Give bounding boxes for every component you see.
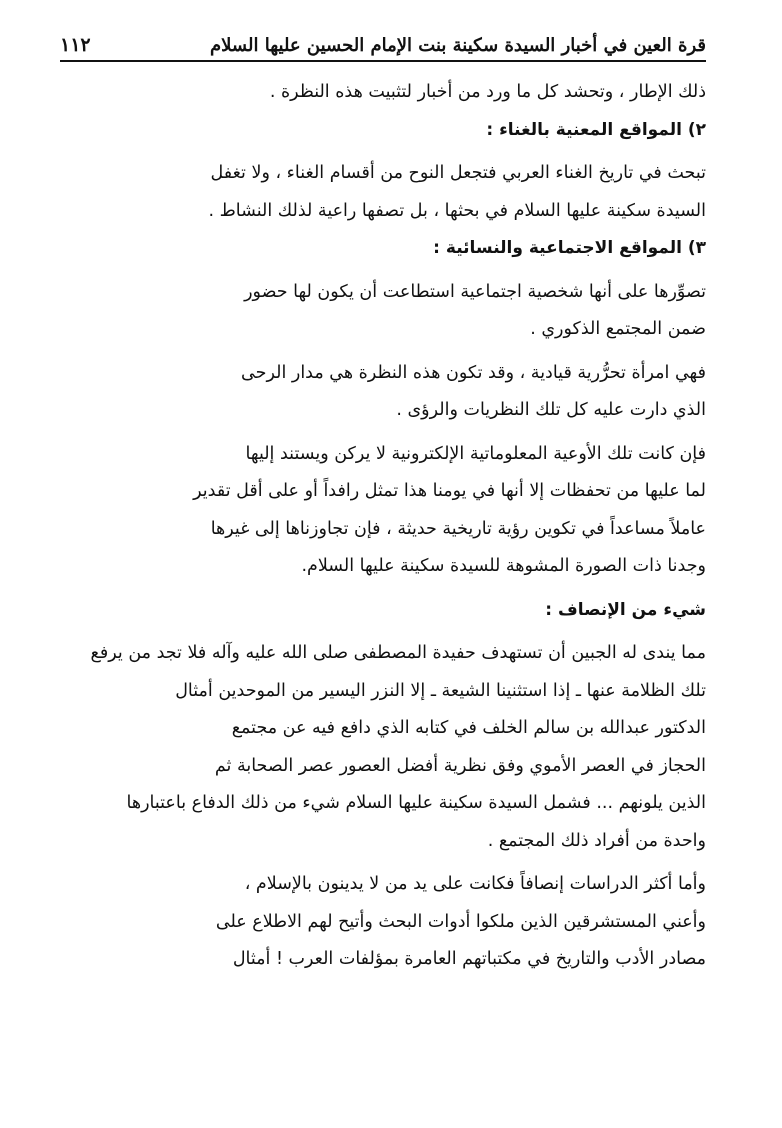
text-line: ضمن المجتمع الذكوري . <box>530 319 706 339</box>
text-line: مصادر الأدب والتاريخ في مكتباتهم العامرة بمؤلفات العرب ! أمثال <box>232 949 706 969</box>
paragraph-7 <box>60 866 706 979</box>
heading-fairness: شيء من الإنصاف : <box>545 599 706 620</box>
text-line: تلك الظلامة عنها ـ إذا استثنينا الشيعة ـ إلا النزر اليسير من الموحدين أمثال <box>175 680 706 701</box>
text-line: عاملاً مساعداً في تكوين رؤية تاريخية حديثة ، فإن تجاوزناها إلى غيرها <box>210 518 706 539</box>
text-line: مما يندى له الجبين أن تستهدف حفيدة المصطفى صلى الله عليه وآله فلا تجد من يرفع <box>90 643 706 663</box>
paragraph-1 <box>60 74 706 112</box>
paragraph-4 <box>60 355 706 430</box>
heading-social-sites: ٣) المواقع الاجتماعية والنسائية : <box>433 238 706 258</box>
text-line: واحدة من أفراد ذلك المجتمع . <box>487 830 706 851</box>
text-line: ذلك الإطار ، وتحشد كل ما ورد من أخبار لتثبيت هذه النظرة . <box>269 82 706 102</box>
text-line: الذين يلونهم ... فشمل السيدة سكينة عليها السلام شيء من ذلك الدفاع باعتبارها <box>126 793 706 813</box>
text-line: لما عليها من تحفظات إلا أنها في يومنا هذا تمثل رافداً أو على أقل تقدير <box>193 481 706 501</box>
text-line: السيدة سكينة عليها السلام في بحثها ، بل تصفها راعية لذلك النشاط . <box>208 200 706 221</box>
heading-singing-sites: ٢) المواقع المعنية بالغناء : <box>486 119 706 140</box>
text-line: وأما أكثر الدراسات إنصافاً فكانت على يد من لا يدينون بالإسلام ، <box>244 874 706 894</box>
text-line: فهي امرأة تحرُّرية قيادية ، وقد تكون هذه النظرة هي مدار الرحى <box>241 362 706 383</box>
body-text <box>60 74 706 979</box>
page-number: ١١٢ <box>60 34 91 56</box>
running-header <box>60 22 706 62</box>
text-line: تبحث في تاريخ الغناء العربي فتجعل النوح من أقسام الغناء ، ولا تغفل <box>210 163 706 183</box>
text-line: وجدنا ذات الصورة المشوهة للسيدة سكينة عليها السلام. <box>301 556 706 576</box>
paragraph-3 <box>60 274 706 349</box>
text-line: وأعني المستشرقين الذين ملكوا أدوات البحث وأتيح لهم الاطلاع على <box>215 911 706 932</box>
text-line: الدكتور عبدالله بن سالم الخلف في كتابه الذي دافع فيه عن مجتمع <box>231 718 706 738</box>
running-title: قرة العين في أخبار السيدة سكينة بنت الإمام الحسين عليها السلام <box>210 35 706 56</box>
paragraph-2 <box>60 155 706 230</box>
paragraph-5 <box>60 436 706 586</box>
text-line: الحجاز في العصر الأموي وفق نظرية أفضل العصور عصر الصحابة ثم <box>214 755 706 776</box>
text-line: تصوِّرها على أنها شخصية اجتماعية استطاعت أن يكون لها حضور <box>244 281 706 302</box>
paragraph-6 <box>60 635 706 860</box>
text-line: فإن كانت تلك الأوعية المعلوماتية الإلكترونية لا يركن ويستند إليها <box>245 443 706 464</box>
text-line: الذي دارت عليه كل تلك النظريات والرؤى . <box>396 400 706 420</box>
